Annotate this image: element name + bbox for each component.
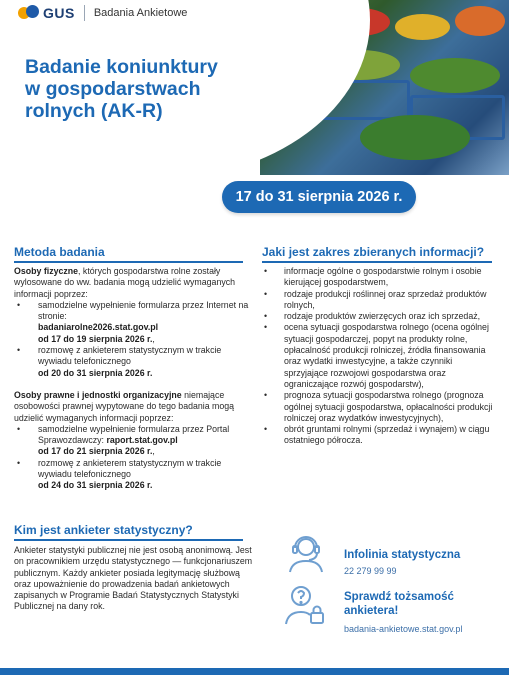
date-badge: 17 do 31 sierpnia 2026 r. bbox=[222, 181, 416, 213]
headset-agent-icon bbox=[284, 530, 328, 574]
helpline-number[interactable]: 22 279 99 99 bbox=[344, 566, 397, 576]
contact-box bbox=[262, 530, 492, 648]
survey-url[interactable]: badaniarolne2026.stat.gov.pl bbox=[38, 322, 159, 333]
scope-heading: Jaki jest zakres zbieranych informacji? bbox=[262, 245, 485, 259]
physical-option-phone: • rozmowę z ankieterem statystycznym w trakcie wywiadu telefonicznego od 20 do 31 sierpnia 2026 r. bbox=[14, 345, 250, 379]
produce-herbs bbox=[360, 115, 470, 160]
scope-item: • informacje ogólne o gospodarstwie rolnym i osobie kierującej gospodarstwem, bbox=[262, 266, 494, 289]
legal-option-portal: • samodzielne wypełnienie formularza przez Portal Sprawozdawczy: raport.stat.gov.pl od 17 do 21 sierpnia 2026 r., bbox=[14, 424, 250, 458]
footer-bar bbox=[0, 668, 509, 675]
gus-logo-icon bbox=[18, 5, 40, 21]
produce-peppers bbox=[395, 14, 450, 40]
method-rule bbox=[14, 261, 243, 263]
interviewer-text: Ankieter statystyki publicznej nie jest osobą anonimową. Jest on pracownikiem urzędu statystycznego — funkcjonariuszem publicznym. Każdy ankieter posiada legitymację służbową oraz upoważnienie do prowadzenia badań ankietowych zapisanych w Programie Badań Statystycznych Statystyki Publicznej na dany rok. bbox=[14, 545, 253, 612]
portal-url[interactable]: raport.stat.gov.pl bbox=[106, 435, 178, 446]
scope-item: • ocena sytuacji gospodarstwa rolnego (ocena ogólnej sytuacji gospodarczej, popyt na produkty rolne, opłacalność produkcji rolniczej, źródła finansowania oraz wydatki inwestycyjne, a także czynniki sprzyjające rozwojowi gospodarstwa oraz ograniczające rozwój gospodarstw), bbox=[262, 322, 494, 390]
person-question-lock-icon bbox=[284, 582, 328, 626]
page-title bbox=[25, 56, 255, 122]
interviewer-heading: Kim jest ankieter statystyczny? bbox=[14, 523, 193, 537]
interviewer-rule bbox=[14, 539, 243, 541]
scope-item: • rodzaje produktów zwierzęcych oraz ich sprzedaż, bbox=[262, 311, 494, 322]
scope-item: • prognoza sytuacji gospodarstwa rolnego (prognoza ogólnej sytuacji gospodarstwa, opłacalności produkcji rolniczej oraz wydatków inwestycyjnych), bbox=[262, 390, 494, 424]
scope-item: • obrót gruntami rolnymi (sprzedaż i wynajem) w ciągu ostatniego półrocza. bbox=[262, 424, 494, 447]
logo-divider bbox=[84, 5, 85, 21]
physical-lead: Osoby fizyczne, których gospodarstwa rolne zostały wylosowane do ww. badania mogą udzielić wymaganych informacji poprzez: bbox=[14, 266, 236, 299]
scope-rule bbox=[262, 261, 492, 263]
title-line: w gospodarstwach bbox=[25, 78, 201, 100]
title-line: Badanie koniunktury bbox=[25, 56, 218, 78]
produce-lettuce bbox=[410, 58, 500, 93]
verify-url[interactable]: badania-ankietowe.stat.gov.pl bbox=[344, 624, 463, 634]
method-heading: Metoda badania bbox=[14, 245, 105, 259]
legal-option-phone: • rozmowę z ankieterem statystycznym w trakcie wywiadu telefonicznego od 24 do 31 sierpnia 2026 r. bbox=[14, 458, 250, 492]
gus-logo bbox=[18, 4, 187, 22]
scope-item: • rodzaje produkcji roślinnej oraz sprzedaż produktów rolnych, bbox=[262, 289, 494, 312]
scope-list bbox=[262, 266, 494, 447]
verify-label: Sprawdź tożsamość ankietera! bbox=[344, 591, 454, 617]
method-body bbox=[14, 266, 250, 492]
logo-subtitle: Badania Ankietowe bbox=[93, 7, 188, 19]
title-line: rolnych (AK-R) bbox=[25, 100, 163, 122]
helpline-label: Infolinia statystyczna bbox=[344, 549, 461, 561]
physical-option-online: • samodzielne wypełnienie formularza przez Internet na stronie: badaniarolne2026.stat.gov.pl od 17 do 19 sierpnia 2026 r., bbox=[14, 300, 250, 345]
produce-oranges bbox=[455, 6, 505, 36]
logo-text: GUS bbox=[43, 5, 75, 21]
legal-lead: Osoby prawne i jednostki organizacyjne niemające osobowości prawnej wypytowane do tego badania mogą udzielić wymaganych informacji poprzez: bbox=[14, 389, 235, 423]
